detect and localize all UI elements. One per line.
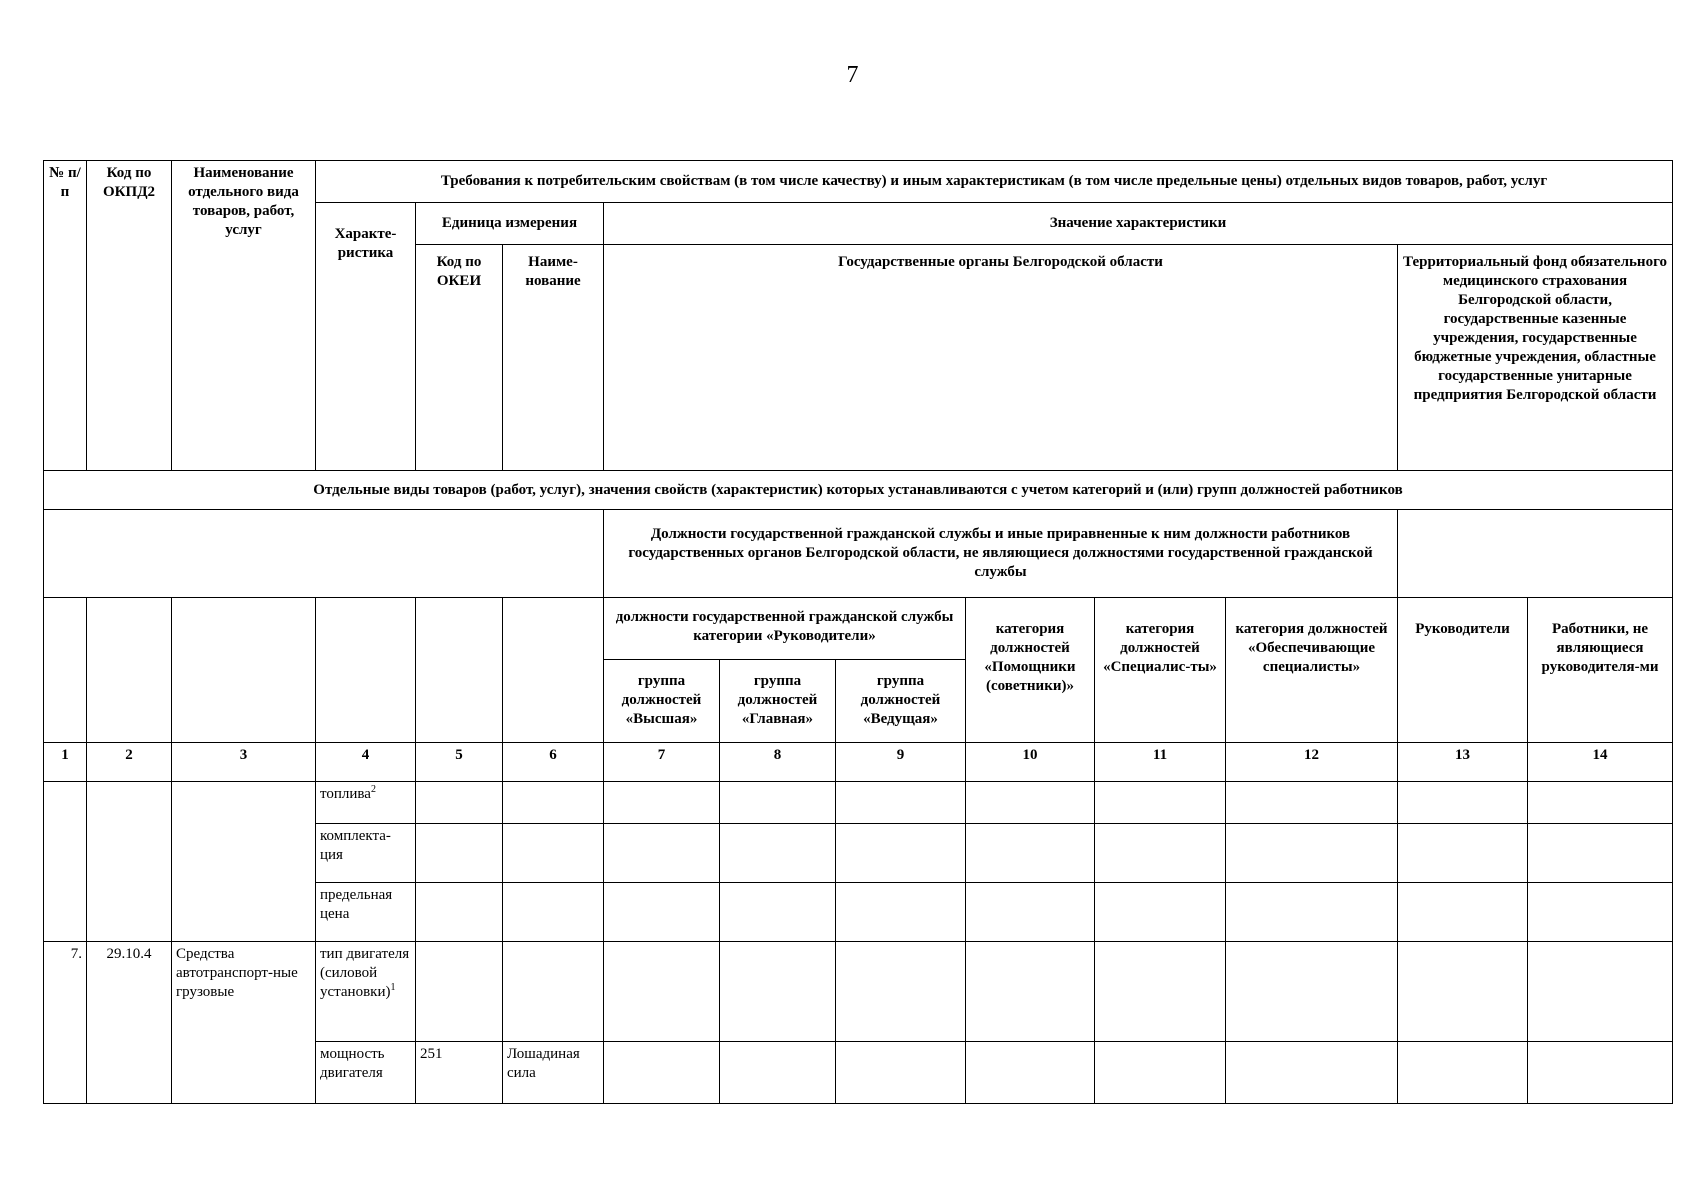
table-cell <box>1398 824 1528 883</box>
table-cell <box>966 782 1095 824</box>
table-cell <box>836 883 966 942</box>
table-cell <box>1226 1042 1398 1104</box>
table-cell <box>720 824 836 883</box>
table-cell <box>416 942 503 1042</box>
table-cell <box>44 782 87 942</box>
column-number: 12 <box>1226 743 1398 782</box>
table-cell <box>1226 883 1398 942</box>
page-number: 7 <box>846 62 859 88</box>
table-cell <box>836 942 966 1042</box>
category-specialists: категория должностей «Специалис-ты» <box>1095 598 1226 743</box>
header-okpd: Код по ОКПД2 <box>87 161 172 471</box>
table-cell <box>1095 782 1226 824</box>
column-number: 3 <box>172 743 316 782</box>
column-number: 7 <box>604 743 720 782</box>
leaders-category: должности государственной гражданской службы категории «Руководители» <box>604 598 966 660</box>
table-cell <box>1398 1042 1528 1104</box>
empty-cell <box>316 598 416 743</box>
table-cell <box>604 782 720 824</box>
table-cell <box>836 1042 966 1104</box>
empty-cell <box>416 598 503 743</box>
table-cell <box>1095 942 1226 1042</box>
column-number: 6 <box>503 743 604 782</box>
column-number: 1 <box>44 743 87 782</box>
table-cell <box>720 942 836 1042</box>
table-cell <box>1095 883 1226 942</box>
table-cell <box>604 1042 720 1104</box>
table-cell <box>604 883 720 942</box>
power-unit-name: Лошадиная сила <box>503 1042 604 1104</box>
table-cell <box>604 824 720 883</box>
table-cell <box>87 782 172 942</box>
characteristic-engine-power: мощность двигателя <box>316 1042 416 1104</box>
characteristic-equipment: комплекта-ция <box>316 824 416 883</box>
positions-fund-empty-cell <box>1398 510 1673 598</box>
header-gov-bodies: Государственные органы Белгородской области <box>604 245 1398 471</box>
item-7-code: 29.10.4 <box>87 942 172 1104</box>
empty-cell <box>503 598 604 743</box>
category-support: категория должностей «Обеспечивающие специалисты» <box>1226 598 1398 743</box>
table-cell <box>1528 824 1673 883</box>
header-value: Значение характеристики <box>604 203 1673 245</box>
table-cell <box>416 883 503 942</box>
table-cell <box>1528 883 1673 942</box>
table-cell <box>966 883 1095 942</box>
fuel-footnote: 2 <box>370 784 376 795</box>
header-no: № п/п <box>44 161 87 471</box>
column-number: 13 <box>1398 743 1528 782</box>
column-number: 10 <box>966 743 1095 782</box>
table-cell <box>416 824 503 883</box>
characteristic-engine-type <box>316 942 416 1042</box>
table-cell <box>416 782 503 824</box>
table-cell <box>1226 942 1398 1042</box>
table-cell <box>503 883 604 942</box>
group-highest: группа должностей «Высшая» <box>604 660 720 743</box>
column-number: 2 <box>87 743 172 782</box>
table-cell <box>1398 782 1528 824</box>
group-main: группа должностей «Главная» <box>720 660 836 743</box>
power-unit-code: 251 <box>416 1042 503 1104</box>
column-number: 5 <box>416 743 503 782</box>
table-cell <box>1095 1042 1226 1104</box>
requirements-table <box>43 160 1673 1104</box>
fuel-label: топлива <box>320 786 371 802</box>
table-cell <box>1398 883 1528 942</box>
header-characteristic: Характе-ристика <box>316 203 416 471</box>
column-number: 14 <box>1528 743 1673 782</box>
table-cell <box>503 942 604 1042</box>
table-cell <box>720 782 836 824</box>
column-number: 4 <box>316 743 416 782</box>
table-cell <box>966 1042 1095 1104</box>
item-7-no: 7. <box>44 942 87 1104</box>
table-cell <box>1398 942 1528 1042</box>
column-number: 11 <box>1095 743 1226 782</box>
item-7-name: Средства автотранспорт-ные грузовые <box>172 942 316 1104</box>
table-cell <box>720 1042 836 1104</box>
column-number: 8 <box>720 743 836 782</box>
column-number: 9 <box>836 743 966 782</box>
positions-empty-cell <box>44 510 604 598</box>
empty-cell <box>44 598 87 743</box>
header-unit-name: Наиме-нование <box>503 245 604 471</box>
table-cell <box>1226 824 1398 883</box>
non-leaders-column: Работники, не являющиеся руководителя-ми <box>1528 598 1673 743</box>
table-cell <box>1528 782 1673 824</box>
empty-cell <box>87 598 172 743</box>
table-cell <box>172 782 316 942</box>
empty-cell <box>172 598 316 743</box>
header-fund: Территориальный фонд обязательного медицинского страхования Белгородской области, государственные казенные учреждения, государственные бюджетные учреждения, областные государственные унитарные предприятия Белгородской области <box>1398 245 1673 471</box>
engine-type-footnote: 1 <box>390 982 396 993</box>
group-leading: группа должностей «Ведущая» <box>836 660 966 743</box>
table-cell <box>720 883 836 942</box>
category-assistants: категория должностей «Помощники (советники)» <box>966 598 1095 743</box>
table-cell <box>966 824 1095 883</box>
table-cell <box>1095 824 1226 883</box>
table-cell <box>1226 782 1398 824</box>
table-cell <box>836 782 966 824</box>
header-unit: Единица измерения <box>416 203 604 245</box>
section-positions: Должности государственной гражданской службы и иные приравненные к ним должности работников государственных органов Белгородской области, не являющиеся должностями государственной гражданской службы <box>604 510 1398 598</box>
table-cell <box>503 782 604 824</box>
header-unit-code: Код по ОКЕИ <box>416 245 503 471</box>
characteristic-price-limit: предельная цена <box>316 883 416 942</box>
table-cell <box>836 824 966 883</box>
table-cell <box>503 824 604 883</box>
table-cell <box>1528 1042 1673 1104</box>
header-requirements: Требования к потребительским свойствам (в том числе качеству) и иным характеристикам (в том числе предельные цены) отдельных видов товаров, работ, услуг <box>316 161 1673 203</box>
table-cell <box>604 942 720 1042</box>
characteristic-fuel <box>316 782 416 824</box>
header-name: Наименование отдельного вида товаров, работ, услуг <box>172 161 316 471</box>
section-title: Отдельные виды товаров (работ, услуг), значения свойств (характеристик) которых устанавливаются с учетом категорий и (или) групп должностей работников <box>44 471 1673 510</box>
leaders-column: Руководители <box>1398 598 1528 743</box>
engine-type-label: тип двигателя (силовой установки) <box>320 946 410 1000</box>
table-cell <box>1528 942 1673 1042</box>
table-cell <box>966 942 1095 1042</box>
